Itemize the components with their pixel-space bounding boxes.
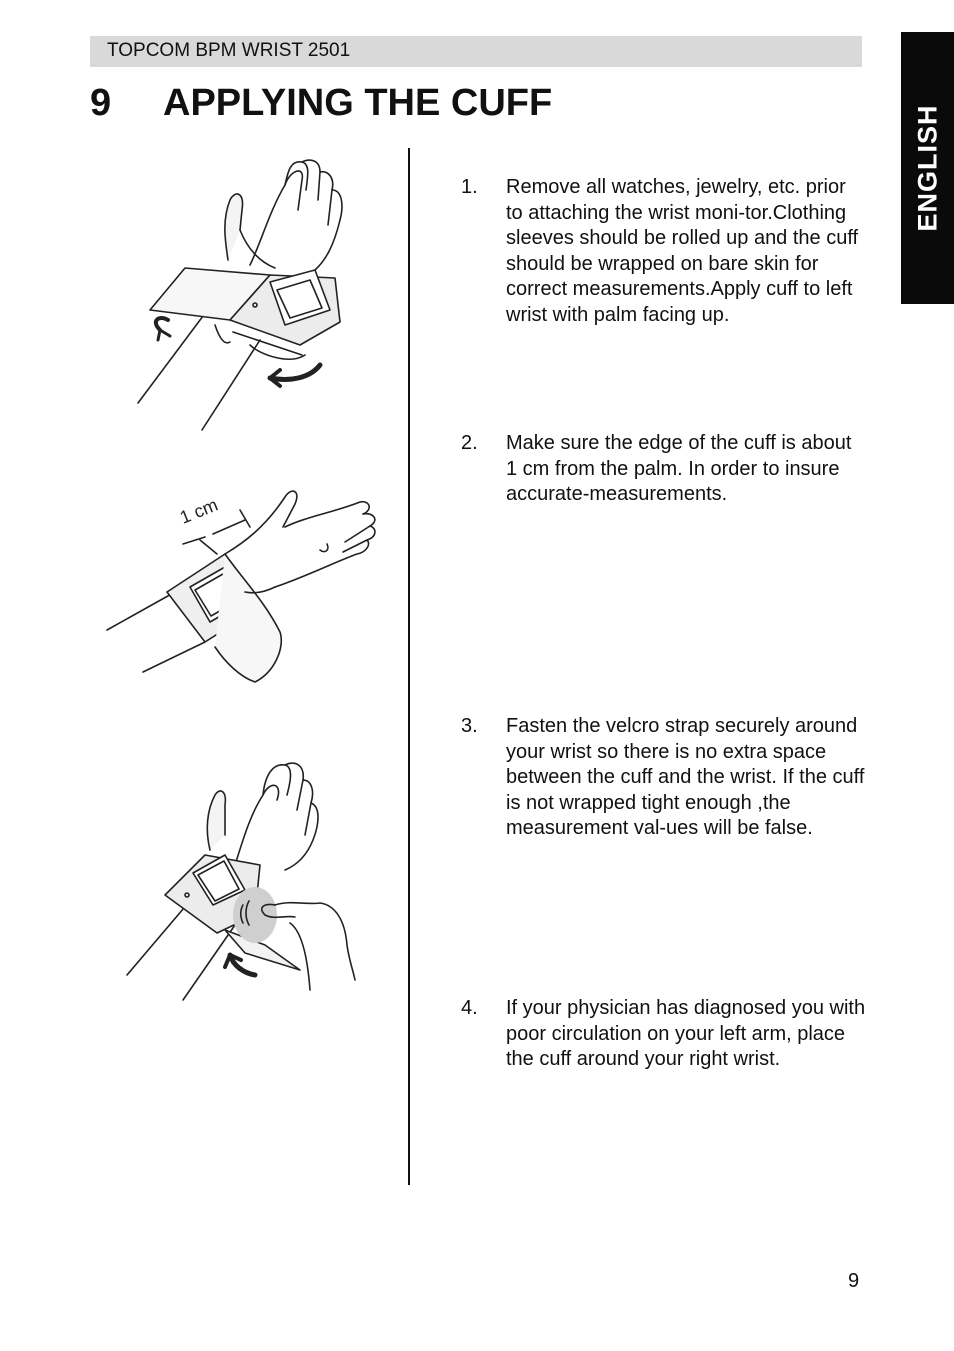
section-number: 9: [90, 82, 112, 124]
step-number: 1.: [461, 176, 478, 198]
wrist-cuff-wrap-illustration: [130, 150, 360, 435]
figure-cuff-distance: [105, 482, 385, 687]
header-bar: [90, 36, 862, 67]
distance-label: 1 cm: [177, 494, 221, 528]
fasten-strap-illustration: [125, 755, 360, 1005]
step-number: 3.: [461, 715, 478, 737]
page-number: 9: [848, 1270, 860, 1292]
language-label: ENGLISH: [912, 104, 942, 232]
step-text: Make sure the edge of the cuff is about 1 cm from the palm. In order to insure accurate-measurements.: [506, 432, 852, 506]
figure-fasten-strap: [125, 755, 360, 1005]
step-text: Fasten the velcro strap securely around your wrist so there is no extra space between the cuff and the wrist. If the cuff is not wrapped tight enough ,the measurement val-ues will be false.: [506, 715, 865, 840]
section-heading: APPLYING THE CUFF: [163, 82, 553, 124]
product-name: TOPCOM BPM WRIST 2501: [107, 40, 351, 61]
step-text: If your physician has diagnosed you with poor circulation on your left arm, place the cuff around your right wrist.: [506, 997, 866, 1071]
step-text: Remove all watches, jewelry, etc. prior to attaching the wrist moni-tor.Clothing sleeves should be rolled up and the cuff should be wrapped on bare skin for correct measurements.Apply cuff to left wrist with palm facing up.: [506, 176, 859, 326]
figure-wrap-cuff: [130, 150, 360, 435]
step-number: 2.: [461, 432, 478, 454]
step-number: 4.: [461, 997, 478, 1019]
column-divider: [408, 148, 410, 1185]
language-tab: [901, 32, 954, 304]
section-title: [90, 82, 552, 125]
cuff-distance-illustration: [105, 482, 385, 687]
